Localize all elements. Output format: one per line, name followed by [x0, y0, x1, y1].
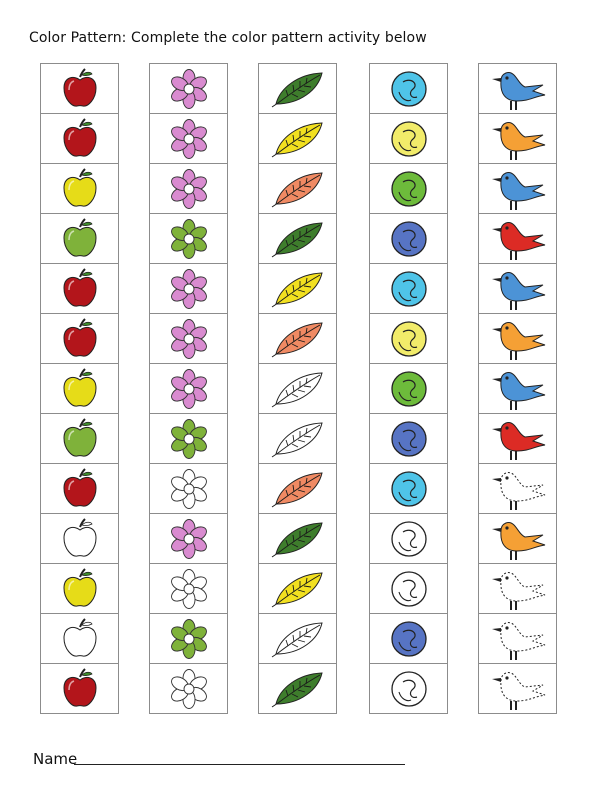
- leaf-icon: [270, 470, 326, 508]
- flower-icon: [169, 269, 209, 309]
- ball-icon: [389, 269, 429, 309]
- leaf-icon: [270, 620, 326, 658]
- flower-icon: [169, 669, 209, 709]
- apple-icon: [60, 368, 100, 410]
- leaf-icon: [270, 570, 326, 608]
- apple-cell: [40, 563, 119, 614]
- bird-cell[interactable]: [478, 613, 557, 664]
- apple-icon: [60, 118, 100, 160]
- worksheet-title: Color Pattern: Complete the color pattern activity below: [29, 30, 427, 46]
- bird-icon: [487, 267, 549, 311]
- apple-cell: [40, 263, 119, 314]
- flower-icon: [169, 69, 209, 109]
- ball-icon: [389, 219, 429, 259]
- apple-cell: [40, 163, 119, 214]
- apple-cell: [40, 363, 119, 414]
- ball-icon: [389, 169, 429, 209]
- bird-icon: [487, 417, 549, 461]
- ball-icon: [389, 669, 429, 709]
- leaf-cell: [258, 213, 337, 264]
- bird-cell[interactable]: [478, 563, 557, 614]
- apple-icon: [60, 418, 100, 460]
- flower-icon: [169, 369, 209, 409]
- apple-icon: [60, 218, 100, 260]
- ball-cell[interactable]: [369, 513, 448, 564]
- flower-icon: [169, 219, 209, 259]
- bird-icon: [487, 167, 549, 211]
- leaf-cell: [258, 463, 337, 514]
- flower-cell[interactable]: [149, 463, 228, 514]
- ball-cell: [369, 263, 448, 314]
- apple-cell: [40, 63, 119, 114]
- apple-column: [40, 63, 119, 713]
- leaf-cell: [258, 513, 337, 564]
- ball-icon: [389, 569, 429, 609]
- apple-cell[interactable]: [40, 513, 119, 564]
- ball-cell[interactable]: [369, 563, 448, 614]
- apple-icon: [60, 68, 100, 110]
- bird-icon: [487, 317, 549, 361]
- leaf-cell[interactable]: [258, 413, 337, 464]
- bird-cell: [478, 213, 557, 264]
- ball-cell: [369, 163, 448, 214]
- ball-icon: [389, 619, 429, 659]
- apple-icon: [60, 168, 100, 210]
- leaf-cell: [258, 663, 337, 714]
- leaf-icon: [270, 670, 326, 708]
- ball-icon: [389, 469, 429, 509]
- flower-icon: [169, 419, 209, 459]
- bird-cell: [478, 513, 557, 564]
- flower-icon: [169, 569, 209, 609]
- ball-icon: [389, 69, 429, 109]
- apple-cell: [40, 313, 119, 364]
- apple-icon: [60, 318, 100, 360]
- apple-cell: [40, 113, 119, 164]
- apple-icon: [60, 618, 100, 660]
- leaf-icon: [270, 170, 326, 208]
- bird-column: [478, 63, 557, 713]
- leaf-cell: [258, 63, 337, 114]
- flower-cell: [149, 613, 228, 664]
- leaf-cell[interactable]: [258, 613, 337, 664]
- ball-cell: [369, 413, 448, 464]
- bird-cell[interactable]: [478, 663, 557, 714]
- bird-icon: [487, 117, 549, 161]
- ball-cell: [369, 63, 448, 114]
- leaf-cell: [258, 563, 337, 614]
- ball-column: [369, 63, 448, 713]
- flower-column: [149, 63, 228, 713]
- leaf-icon: [270, 120, 326, 158]
- flower-icon: [169, 119, 209, 159]
- apple-icon: [60, 668, 100, 710]
- bird-icon: [487, 667, 549, 711]
- ball-icon: [389, 119, 429, 159]
- ball-cell: [369, 363, 448, 414]
- leaf-cell: [258, 163, 337, 214]
- flower-icon: [169, 319, 209, 359]
- bird-icon: [487, 617, 549, 661]
- bird-cell[interactable]: [478, 463, 557, 514]
- apple-cell: [40, 213, 119, 264]
- flower-icon: [169, 519, 209, 559]
- bird-icon: [487, 367, 549, 411]
- bird-cell: [478, 113, 557, 164]
- ball-cell: [369, 213, 448, 264]
- flower-icon: [169, 619, 209, 659]
- bird-cell: [478, 63, 557, 114]
- ball-icon: [389, 519, 429, 559]
- bird-cell: [478, 363, 557, 414]
- leaf-icon: [270, 520, 326, 558]
- leaf-cell: [258, 263, 337, 314]
- bird-icon: [487, 467, 549, 511]
- flower-icon: [169, 469, 209, 509]
- flower-cell: [149, 163, 228, 214]
- leaf-icon: [270, 70, 326, 108]
- bird-cell: [478, 313, 557, 364]
- apple-icon: [60, 568, 100, 610]
- apple-cell: [40, 413, 119, 464]
- flower-cell: [149, 413, 228, 464]
- apple-cell: [40, 463, 119, 514]
- leaf-icon: [270, 220, 326, 258]
- ball-icon: [389, 369, 429, 409]
- bird-icon: [487, 517, 549, 561]
- ball-cell[interactable]: [369, 663, 448, 714]
- bird-cell: [478, 413, 557, 464]
- bird-cell: [478, 263, 557, 314]
- leaf-icon: [270, 370, 326, 408]
- flower-icon: [169, 169, 209, 209]
- apple-cell: [40, 663, 119, 714]
- apple-icon: [60, 518, 100, 560]
- apple-icon: [60, 468, 100, 510]
- name-label: Name: [33, 750, 78, 768]
- ball-icon: [389, 419, 429, 459]
- ball-cell: [369, 613, 448, 664]
- flower-cell[interactable]: [149, 663, 228, 714]
- flower-cell: [149, 63, 228, 114]
- leaf-cell: [258, 313, 337, 364]
- bird-icon: [487, 217, 549, 261]
- leaf-icon: [270, 420, 326, 458]
- flower-cell[interactable]: [149, 563, 228, 614]
- flower-cell: [149, 313, 228, 364]
- leaf-icon: [270, 320, 326, 358]
- ball-cell: [369, 113, 448, 164]
- leaf-cell[interactable]: [258, 363, 337, 414]
- flower-cell: [149, 263, 228, 314]
- bird-icon: [487, 67, 549, 111]
- bird-icon: [487, 567, 549, 611]
- name-underline[interactable]: [74, 764, 405, 765]
- flower-cell: [149, 113, 228, 164]
- flower-cell: [149, 513, 228, 564]
- bird-cell: [478, 163, 557, 214]
- flower-cell: [149, 363, 228, 414]
- ball-icon: [389, 319, 429, 359]
- ball-cell: [369, 313, 448, 364]
- flower-cell: [149, 213, 228, 264]
- leaf-column: [258, 63, 337, 713]
- apple-icon: [60, 268, 100, 310]
- ball-cell: [369, 463, 448, 514]
- leaf-icon: [270, 270, 326, 308]
- apple-cell[interactable]: [40, 613, 119, 664]
- leaf-cell: [258, 113, 337, 164]
